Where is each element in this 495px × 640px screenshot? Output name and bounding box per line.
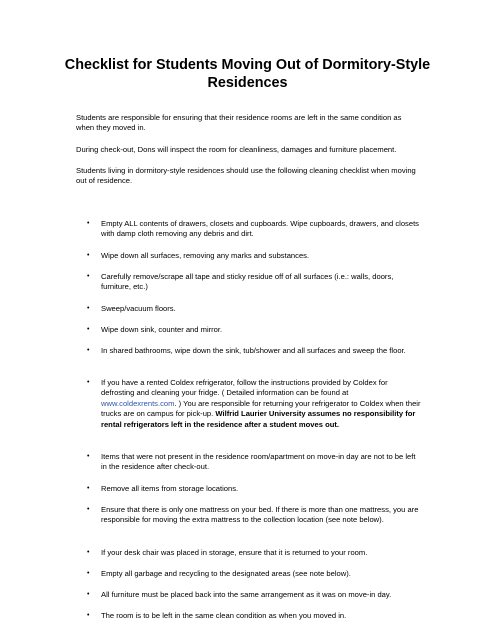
bullet-icon: • bbox=[87, 570, 90, 577]
intro-paragraph-responsibility: Students are responsible for ensuring that their residence rooms are left in the same condition as when they moved in. bbox=[76, 113, 402, 133]
bullet-icon: • bbox=[87, 220, 90, 227]
coldex-website-link[interactable]: www.coldexrents.com bbox=[101, 398, 175, 408]
checklist-item-text: Empty ALL contents of drawers, closets and cupboards. Wipe cupboards, drawers, and closets with damp cloth removing any debris and dirt. bbox=[101, 219, 419, 239]
checklist-item bbox=[76, 484, 421, 494]
checklist-item-text: All furniture must be placed back into the same arrangement as it was on move-in day. bbox=[101, 590, 392, 599]
checklist-item bbox=[76, 611, 421, 621]
checklist-item-text: Empty all garbage and recycling to the designated areas (see note below). bbox=[101, 569, 351, 578]
checklist-item-text: Sweep/vacuum floors. bbox=[101, 304, 176, 313]
intro-paragraph-checkout: During check-out, Dons will inspect the room for cleanliness, damages and furniture placement. bbox=[76, 145, 397, 154]
bullet-icon: • bbox=[87, 506, 90, 513]
checklist-item bbox=[76, 452, 421, 473]
bullet-icon: • bbox=[87, 305, 90, 312]
checklist-item bbox=[76, 346, 421, 356]
bullet-icon: • bbox=[87, 612, 90, 619]
checklist-item bbox=[76, 590, 421, 600]
bullet-icon: • bbox=[87, 326, 90, 333]
checklist-item-text: Ensure that there is only one mattress on your bed. If there is more than one mattress, you are responsible for moving the extra mattress to the collection location (see note below). bbox=[101, 505, 419, 525]
checklist-item-coldex bbox=[76, 378, 421, 430]
checklist-item bbox=[76, 505, 421, 526]
checklist-item-text: In shared bathrooms, wipe down the sink, tub/shower and all surfaces and sweep the floor. bbox=[101, 346, 406, 355]
coldex-instructions-text: If you have a rented Coldex refrigerator, follow the instructions provided by Coldex for defrosting and cleaning your fridge. ( Detailed information can be found at bbox=[101, 378, 388, 398]
checklist-item bbox=[76, 548, 421, 558]
bullet-icon: • bbox=[87, 549, 90, 556]
coldex-return-text: . ) You are responsible for returning your refrigerator to Coldex when their trucks are on campus for pick-up. bbox=[101, 398, 421, 419]
checklist-item-text: Items that were not present in the residence room/apartment on move-in day are not to be left in the residence after check-out. bbox=[101, 452, 416, 472]
page-title: Checklist for Students Moving Out of Dormitory-Style Residences bbox=[64, 57, 431, 91]
checklist-item bbox=[76, 219, 421, 240]
checklist-item bbox=[76, 251, 421, 261]
bullet-icon: • bbox=[87, 347, 90, 354]
bullet-icon: • bbox=[87, 252, 90, 259]
checklist-item-text: The room is to be left in the same clean condition as when you moved in. bbox=[101, 611, 347, 620]
checklist-item bbox=[76, 325, 421, 335]
checklist-item-text: Carefully remove/scrape all tape and sticky residue off of all surfaces (i.e.: walls, doors, furniture, etc.) bbox=[101, 272, 394, 292]
checklist-item-text: Wipe down sink, counter and mirror. bbox=[101, 325, 223, 334]
checklist-item bbox=[76, 272, 421, 293]
checklist-item-text: Wipe down all surfaces, removing any marks and substances. bbox=[101, 251, 310, 260]
checklist-item bbox=[76, 304, 421, 314]
checklist-item-text: Remove all items from storage locations. bbox=[101, 484, 239, 493]
bullet-icon: • bbox=[87, 591, 90, 598]
bullet-icon: • bbox=[87, 379, 90, 386]
bullet-icon: • bbox=[87, 273, 90, 280]
intro-paragraph-checklist: Students living in dormitory-style residences should use the following cleaning checklist when moving out of residence. bbox=[76, 166, 416, 186]
liability-disclaimer: Wilfrid Laurier University assumes no responsibility for rental refrigerators left in the residence after a student moves out. bbox=[101, 409, 416, 429]
bullet-icon: • bbox=[87, 453, 90, 460]
checklist-item bbox=[76, 569, 421, 579]
bullet-icon: • bbox=[87, 485, 90, 492]
checklist-item-text: If your desk chair was placed in storage, ensure that it is returned to your room. bbox=[101, 548, 368, 557]
